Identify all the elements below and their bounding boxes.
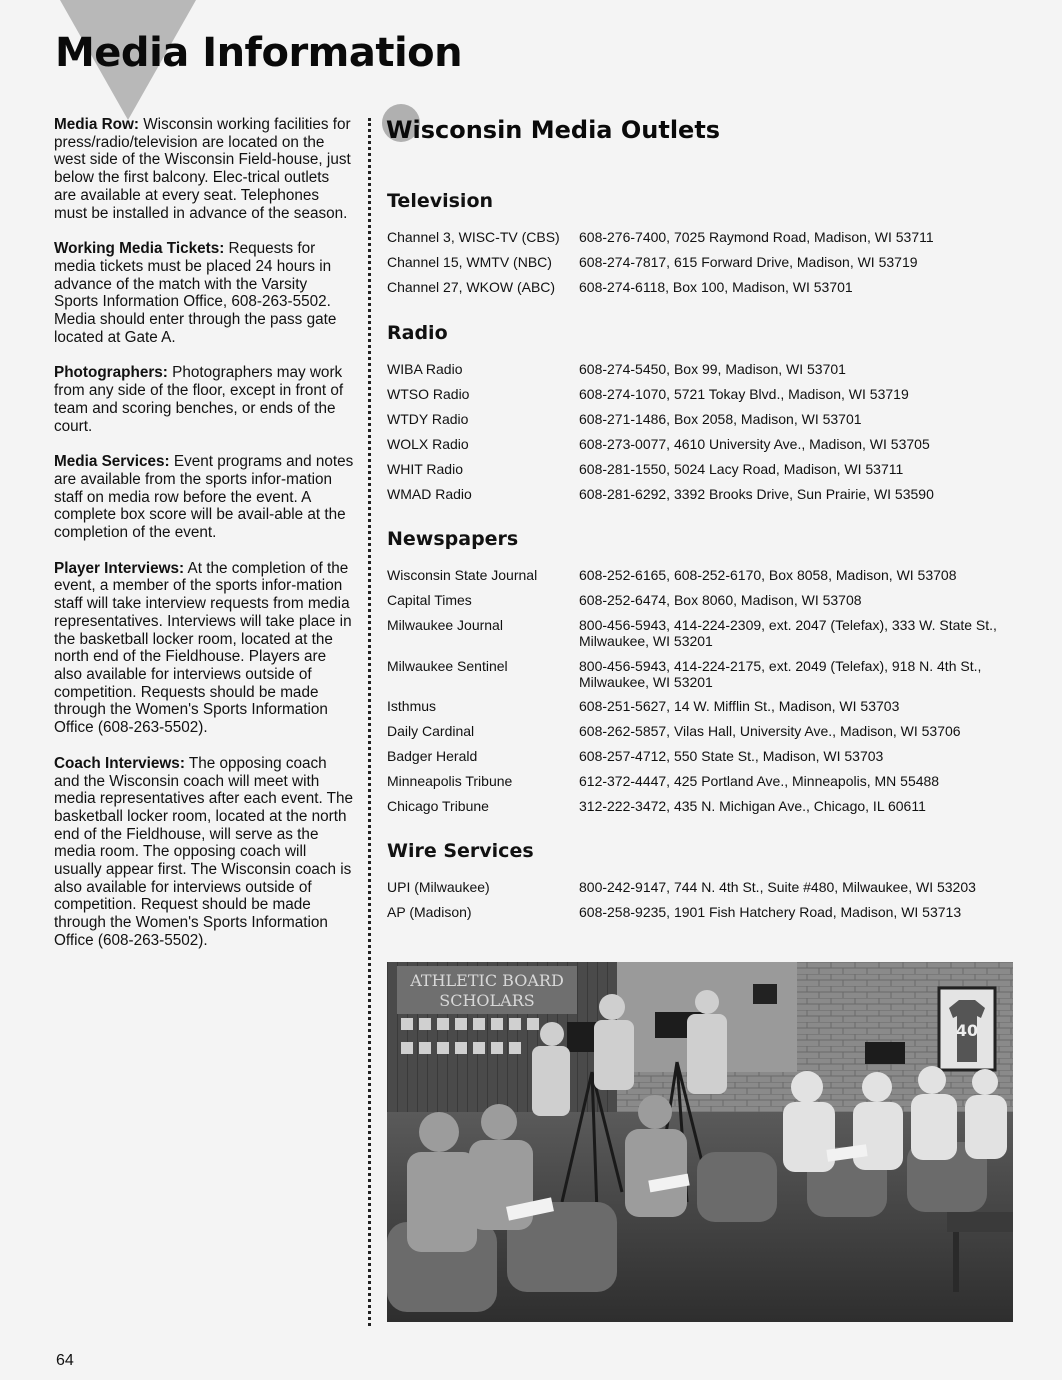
outlet-contact: 608-257-4712, 550 State St., Madison, WI 53703 [579, 748, 884, 764]
section-title-newspapers: Newspapers [387, 528, 519, 550]
page-number: 64 [56, 1352, 74, 1369]
outlet-contact: 312-222-3472, 435 N. Michigan Ave., Chicago, IL 60611 [579, 798, 926, 814]
outlet-contact: 608-251-5627, 14 W. Mifflin St., Madison, WI 53703 [579, 698, 900, 714]
media-policies-column [54, 116, 354, 968]
outlet-name: Channel 15, WMTV (NBC) [387, 254, 552, 270]
outlets-title: Wisconsin Media Outlets [386, 116, 721, 144]
policy-media-row [54, 116, 354, 222]
photo-illustration [387, 962, 1013, 1322]
outlet-name: Minneapolis Tribune [387, 773, 513, 789]
policy-lead: Media Row: [54, 116, 139, 133]
outlet-contact: 608-258-9235, 1901 Fish Hatchery Road, Madison, WI 53713 [579, 904, 962, 920]
outlet-contact: 800-456-5943, 414-224-2175, ext. 2049 (Telefax), 918 N. 4th St., Milwaukee, WI 53201 [579, 658, 982, 690]
policy-working-media-tickets [54, 240, 354, 346]
outlet-name: UPI (Milwaukee) [387, 879, 490, 895]
outlet-name: AP (Madison) [387, 904, 472, 920]
outlet-name: WMAD Radio [387, 486, 472, 502]
outlet-name: Milwaukee Sentinel [387, 658, 508, 674]
outlet-contact: 608-252-6474, Box 8060, Madison, WI 53708 [579, 592, 862, 608]
section-title-television: Television [387, 190, 494, 212]
outlet-name: Daily Cardinal [387, 723, 475, 739]
outlet-name: WTDY Radio [387, 411, 469, 427]
page-title: Media Information [55, 30, 463, 76]
outlet-name: Wisconsin State Journal [387, 567, 538, 583]
policy-lead: Photographers: [54, 364, 168, 382]
outlet-contact: 608-281-6292, 3392 Brooks Drive, Sun Prairie, WI 53590 [579, 486, 934, 502]
policy-lead: Coach Interviews: [54, 754, 185, 772]
wall-sign-line1: ATHLETIC BOARD [410, 971, 564, 990]
outlet-contact: 608-274-6118, Box 100, Madison, WI 53701 [579, 279, 853, 295]
policy-text: The opposing coach and the Wisconsin coach will meet with media representatives after each event. The basketball locker room, located at the north end of the Fieldhouse, will serve as the media room. The opposing coach will usually appear first. The Wisconsin coach is also available for interviews outside of competition. Request should be made through the Women's Sports Information Office (608-263-5502). [54, 754, 354, 949]
policy-lead: Media Services: [54, 453, 170, 471]
outlet-contact: 608-276-7400, 7025 Raymond Road, Madison, WI 53711 [579, 229, 934, 245]
policy-text: Wisconsin working facilities for press/radio/television are located on the west side of the Wisconsin Field-house, just below the first balcony. Elec-trical outlets are available at every seat. Telephones must be installed in advance of the season. [54, 116, 351, 222]
outlet-contact: 608-274-7817, 615 Forward Drive, Madison, WI 53719 [579, 254, 918, 270]
outlet-contact: 612-372-4447, 425 Portland Ave., Minneapolis, MN 55488 [579, 773, 940, 789]
outlet-contact: 800-242-9147, 744 N. 4th St., Suite #480, Milwaukee, WI 53203 [579, 879, 976, 895]
section-title-wire-services: Wire Services [387, 840, 534, 862]
section-title-radio: Radio [387, 322, 448, 344]
outlet-contact: 608-273-0077, 4610 University Ave., Madison, WI 53705 [579, 436, 930, 452]
policy-coach-interviews [54, 755, 354, 950]
outlet-contact: 800-456-5943, 414-224-2309, ext. 2047 (Telefax), 333 W. State St., Milwaukee, WI 53201 [579, 617, 997, 649]
outlet-name: Badger Herald [387, 748, 478, 764]
outlet-name: WIBA Radio [387, 361, 463, 377]
policy-media-services [54, 453, 354, 542]
outlet-name: Isthmus [387, 698, 437, 714]
outlet-name: Chicago Tribune [387, 798, 489, 814]
outlet-contact: 608-262-5857, Vilas Hall, University Ave., Madison, WI 53706 [579, 723, 961, 739]
policy-photographers [54, 364, 354, 435]
policy-text: Event programs and notes are available from the sports infor-mation staff on media row before the event. A complete box score will be avail-able at the completion of the event. [54, 453, 354, 542]
policy-text: Photographers may work from any side of the floor, except in front of team and scoring benches, or ends of the court. [54, 364, 344, 435]
policy-text: Requests for media tickets must be placed 24 hours in advance of the match with the Varsity Sports Information Office, 608-263-5502. Media should enter through the pass gate located at Gate A. [54, 240, 337, 346]
outlet-name: Channel 3, WISC-TV (CBS) [387, 229, 560, 245]
outlet-contact: 608-252-6165, 608-252-6170, Box 8058, Madison, WI 53708 [579, 567, 957, 583]
outlet-name: WTSO Radio [387, 386, 470, 402]
wall-sign-line2: SCHOLARS [439, 991, 535, 1010]
policy-player-interviews [54, 560, 354, 737]
jersey-number: 40 [955, 1021, 979, 1040]
outlet-name: Capital Times [387, 592, 472, 608]
outlet-name: Channel 27, WKOW (ABC) [387, 279, 556, 295]
outlet-contact: 608-271-1486, Box 2058, Madison, WI 53701 [579, 411, 862, 427]
policy-text: At the completion of the event, a member of the sports infor-mation staff will take interview requests from media representatives. Interviews will take place in the basketball locker room, located at the north end of the Fieldhouse. Players are also available for interviews outside of competition. Requests should be made through the Women's Sports Information Office (608-263-5502). [54, 559, 352, 737]
outlet-name: Milwaukee Journal [387, 617, 503, 633]
dotted-column-divider [368, 118, 371, 1326]
outlet-name: WOLX Radio [387, 436, 469, 452]
outlet-contact: 608-281-1550, 5024 Lacy Road, Madison, WI 53711 [579, 461, 904, 477]
press-conference-photo [387, 962, 1013, 1322]
outlet-contact: 608-274-5450, Box 99, Madison, WI 53701 [579, 361, 846, 377]
outlet-contact: 608-274-1070, 5721 Tokay Blvd., Madison, WI 53719 [579, 386, 909, 402]
policy-lead: Player Interviews: [54, 559, 185, 577]
outlet-name: WHIT Radio [387, 461, 463, 477]
policy-lead: Working Media Tickets: [54, 240, 225, 258]
